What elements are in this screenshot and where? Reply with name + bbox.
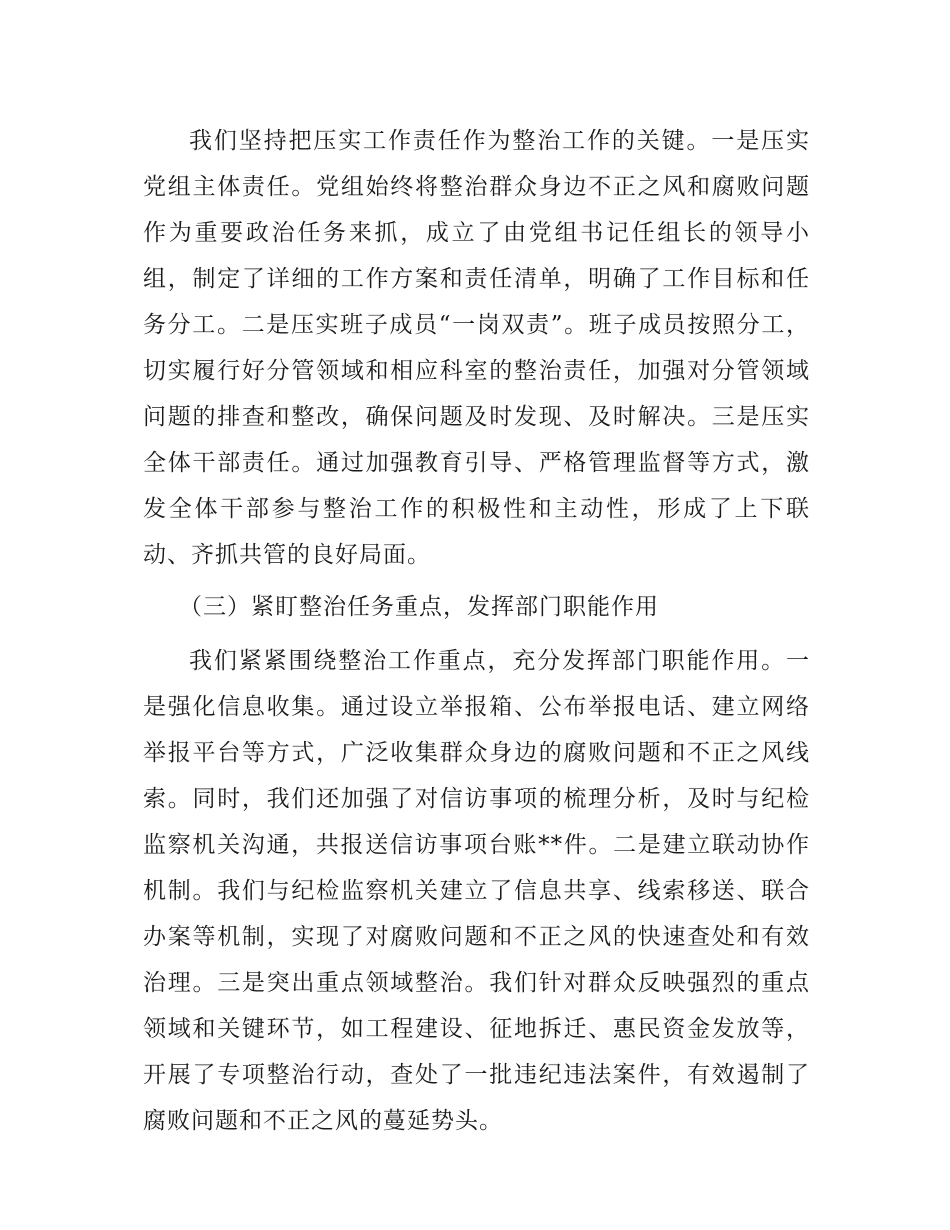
document-page: [143, 118, 810, 1144]
paragraph-functions: 我们紧紧围绕整治工作重点，充分发挥部门职能作用。一是强化信息收集。通过设立举报箱、公布举报电话、建立网络举报平台等方式，广泛收集群众身边的腐败问题和不正之风线索。同时，我们还加强了对信访事项的梳理分析，及时与纪检监察机关沟通，共报送信访事项台账**件。二是建立联动协作机制。我们与纪检监察机关建立了信息共享、线索移送、联合办案等机制，实现了对腐败问题和不正之风的快速查处和有效治理。三是突出重点领域整治。我们针对群众反映强烈的重点领域和关键环节，如工程建设、征地拆迁、惠民资金发放等，开展了专项整治行动，查处了一批违纪违法案件，有效遏制了腐败问题和不正之风的蔓延势头。: [143, 648, 810, 1134]
paragraph-responsibility: 我们坚持把压实工作责任作为整治工作的关键。一是压实党组主体责任。党组始终将整治群众身边不正之风和腐败问题作为重要政治任务来抓，成立了由党组书记任组长的领导小组，制定了详细的工作方案和责任清单，明确了工作目标和任务分工。二是压实班子成员“一岗双责”。班子成员按照分工，切实履行好分管领域和相应科室的整治责任，加强对分管领域问题的排查和整改，确保问题及时发现、及时解决。三是压实全体干部责任。通过加强教育引导、严格管理监督等方式，激发全体干部参与整治工作的积极性和主动性，形成了上下联动、齐抓共管的良好局面。: [143, 128, 810, 568]
section-heading: （三）紧盯整治任务重点，发挥部门职能作用: [179, 594, 659, 620]
